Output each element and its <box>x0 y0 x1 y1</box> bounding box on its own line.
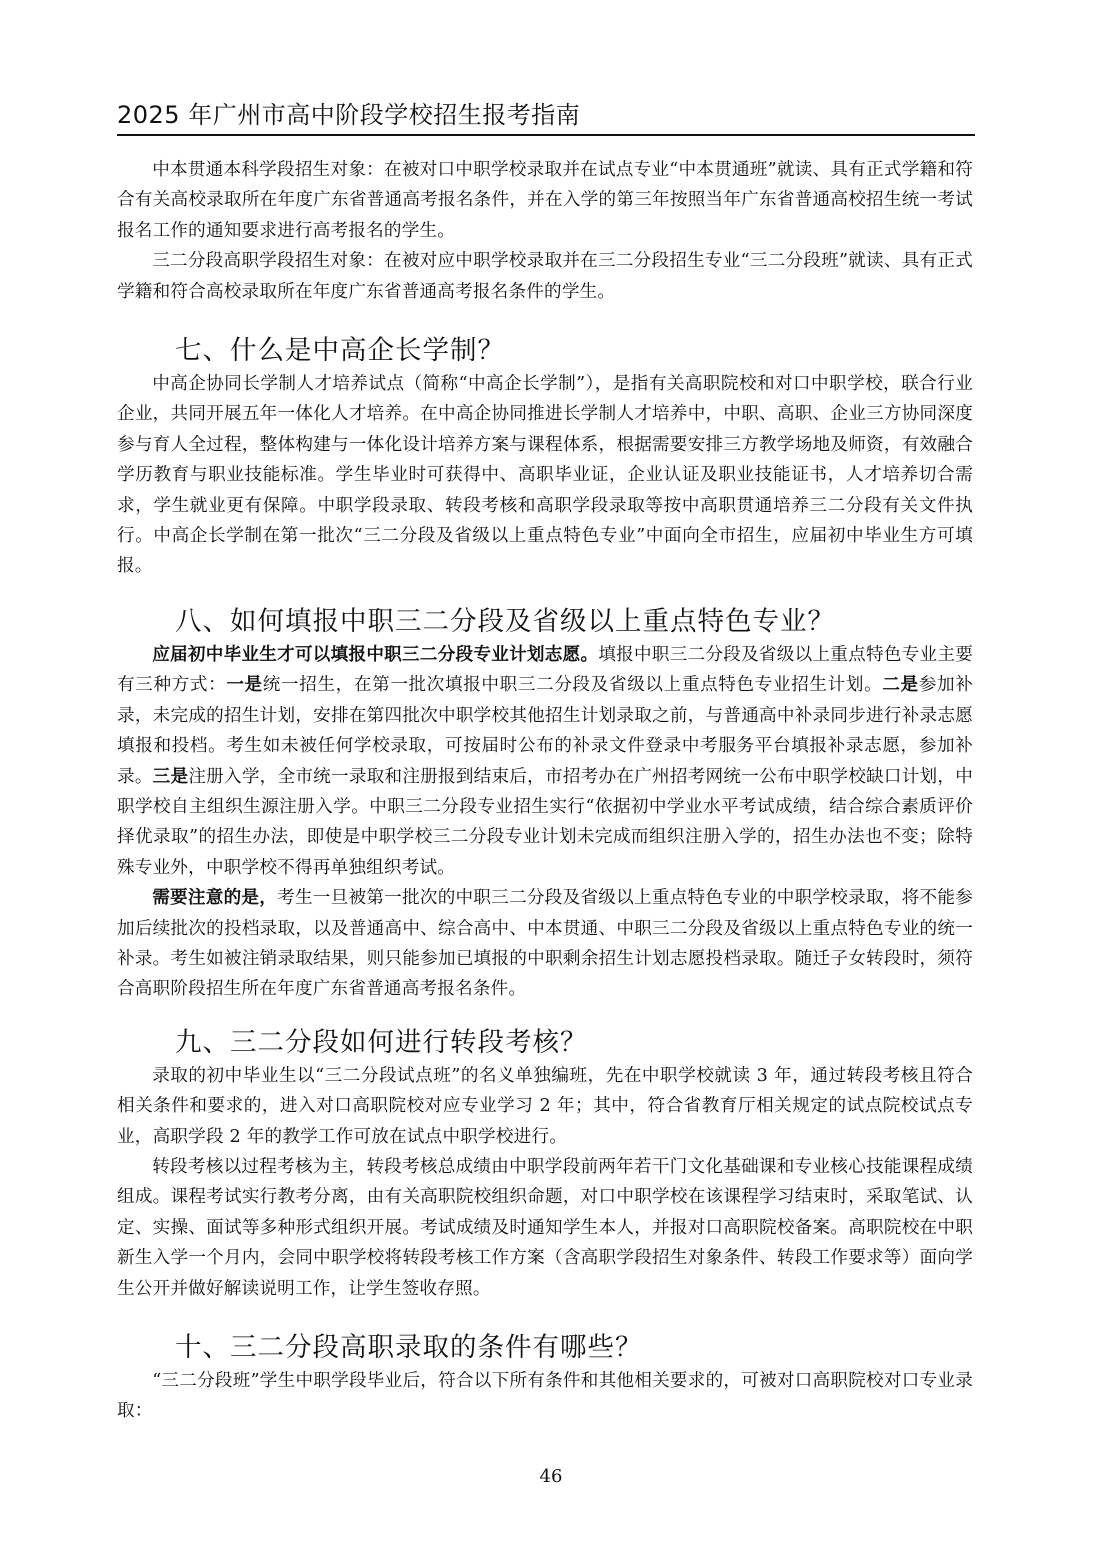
section-8-note-lead: 需要注意的是， <box>152 887 278 909</box>
section-7-heading: 七、什么是中高企长学制？ <box>175 335 505 367</box>
section-9-paragraph-2: 转段考核以过程考核为主，转段考核总成绩由中职学段前两年若干门文化基础课和专业核心技能课程成绩组成。课程考试实行教考分离，由有关高职院校组织命题，对口中职学校在该课程学习结束时，采取笔试、认定、实操、面试等多种形式组织开展。考试成绩及时通知学生本人，并报对口高职院校备案。高职院校在中职新生入学一个月内，会同中职学校将转段考核工作方案（含高职学段招生对象条件、转段工作要求等）面向学生公开并做好解读说明工作，让学生签收存照。 <box>117 1156 973 1299</box>
section-10-heading: 十、三二分段高职录取的条件有哪些？ <box>175 1332 643 1363</box>
section-8-text-d: 参加补录，未完成的招生计划，安排在第四批次中职学校其他招生计划录取之前，与普通高中补录同步进行补录志愿填报和投档。考生如未被任何学校录取，可按届时公布的补录文件登录中考服务平台填报补录志愿，参加补录。 <box>117 675 974 787</box>
intro-paragraph-1: 中本贯通本科学段招生对象：在被对口中职学校录取并在试点专业“中本贯通班”就读、具有正式学籍和符合有关高校录取所在年度广东省普通高考报名条件，并在入学的第三年按照当年广东省普通高校招生统一考试报名工作的通知要求进行高考报名的学生。 <box>117 160 973 241</box>
section-8-bold-lead: 应届初中毕业生才可以填报中职三二分段专业计划志愿。 <box>152 643 599 665</box>
section-8-bold-first: 一是 <box>226 674 263 696</box>
section-8-text-e: 注册入学，全市统一录取和注册报到结束后，市招考办在广州招考网统一公布中职学校缺口计划，中职学校自主组织生源注册入学。中职三二分段专业招生实行“依据初中学业水平考试成绩，结合综合素质评价择优录取”的招生办法，即使是中职学校三二分段专业计划未完成而组织注册入学的，招生办法也不变；除特殊专业外，中职学校不得再单独组织考试。 <box>117 766 973 878</box>
section-8-bold-third: 三是 <box>152 765 189 787</box>
header-title: 2025 年广州市高中阶段学校招生报考指南 <box>117 101 581 129</box>
intro-paragraph-2: 三二分段高职学段招生对象：在被对应中职学校录取并在三二分段招生专业“三二分段班”就读、具有正式学籍和符合高校录取所在年度广东省普通高考报名条件的学生。 <box>117 251 973 302</box>
section-8-note-text: 考生一旦被第一批次的中职三二分段及省级以上重点特色专业的中职学校录取，将不能参加后续批次的投档录取，以及普通高中、综合高中、中本贯通、中职三二分段及省级以上重点特色专业的统一补录。考生如被注销录取结果，则只能参加已填报的中职剩余招生计划志愿投档录取。随迁子女转段时，须符合高职阶段招生所在年度广东省普通高考报名条件。 <box>117 888 973 1000</box>
section-8-paragraph-1 <box>117 640 973 883</box>
page-header <box>117 98 975 136</box>
section-8-paragraph-2 <box>117 883 973 1005</box>
section-9-heading: 九、三二分段如何进行转段考核？ <box>175 1026 588 1058</box>
section-8-text-a: 填报中职三二分段及省级以上重点特色专业主要有三种方式： <box>117 644 973 696</box>
page-number: 46 <box>539 1466 563 1487</box>
section-7-paragraph: 中高企协同长学制人才培养试点（简称“中高企长学制”），是指有关高职院校和对口中职学校，联合行业企业，共同开展五年一体化人才培养。在中高企协同推进长学制人才培养中，中职、高职、企业三方协同深度参与育人全过程，整体构建与一体化设计培养方案与课程体系，根据需要安排三方教学场地及师资，有效融合学历教育与职业技能标准。学生毕业时可获得中、高职毕业证，企业认证及职业技能证书，人才培养切合需求，学生就业更有保障。中职学段录取、转段考核和高职学段录取等按中高职贯通培养三二分段有关文件执行。中高企长学制在第一批次“三二分段及省级以上重点特色专业”中面向全市招生，应届初中毕业生方可填报。 <box>117 374 973 577</box>
section-9-paragraph-1: 录取的初中毕业生以“三二分段试点班”的名义单独编班，先在中职学校就读 3 年，通过转段考核且符合相关条件和要求的，进入对口高职院校对应专业学习 2 年；其中，符合省教育厅相关规定的试点院校试点专业，高职学段 2 年的教学工作可放在试点中职学校进行。 <box>117 1065 973 1147</box>
section-8-heading: 八、如何填报中职三二分段及省级以上重点特色专业？ <box>175 605 835 637</box>
section-10-paragraph: “三二分段班”学生中职学段毕业后，符合以下所有条件和其他相关要求的，可被对口高职院校对口专业录取： <box>117 1371 973 1422</box>
section-8-text-c: 统一招生，在第一批次填报中职三二分段及省级以上重点特色专业招生计划。 <box>262 675 883 696</box>
page-content <box>117 155 973 1427</box>
section-8-bold-second: 二是 <box>882 674 919 696</box>
